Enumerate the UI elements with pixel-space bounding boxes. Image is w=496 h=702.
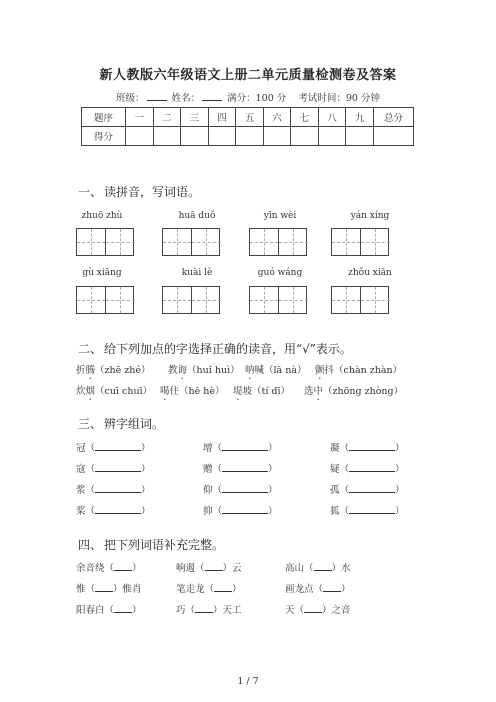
score-cell[interactable] [236, 127, 264, 146]
pinyin-label: zhǒu xiān [348, 268, 392, 278]
score-cell[interactable] [291, 127, 319, 146]
writing-grid[interactable] [162, 286, 220, 314]
header-cell: 三 [181, 108, 209, 127]
header-cell: 四 [208, 108, 236, 127]
class-blank[interactable] [147, 92, 167, 101]
idiom-item[interactable]: 巧（ ）天工 [176, 605, 242, 616]
section4-number: 四、 [78, 538, 103, 552]
header-cell: 一 [126, 108, 154, 127]
word-group-item[interactable]: 狐（ ） [330, 506, 405, 517]
writing-grid[interactable] [249, 228, 307, 256]
word-group-item[interactable]: 赠（ ） [203, 464, 278, 475]
reading-item[interactable]: 选中（zhōng zhòng） [304, 386, 404, 397]
header-cell: 五 [236, 108, 264, 127]
dotted-character: 中 [313, 386, 324, 397]
writing-grid[interactable] [76, 286, 134, 314]
writing-grid[interactable] [249, 286, 307, 314]
section2-text: 给下列加点的字选择正确的读音，用“√”表示。 [104, 342, 352, 356]
section3-number: 三、 [78, 417, 103, 431]
dotted-character: 颤 [315, 365, 325, 376]
score-cell[interactable] [374, 127, 414, 146]
exam-info [0, 90, 496, 104]
dotted-character: 呐 [245, 365, 255, 376]
writing-grid[interactable] [76, 228, 134, 256]
writing-grid[interactable] [331, 286, 389, 314]
word-group-item[interactable]: 疑（ ） [330, 464, 405, 475]
name-label: 姓名： [171, 93, 201, 104]
section4-text: 把下列词语补充完整。 [104, 538, 225, 552]
idiom-item[interactable]: 天（ ）之音 [285, 605, 351, 616]
header-cell: 九 [346, 108, 374, 127]
header-cell: 七 [291, 108, 319, 127]
pinyin-label: huā duǒ [178, 211, 216, 221]
reading-item[interactable]: 喝住（hē hè） [160, 386, 225, 397]
score-cell[interactable] [346, 127, 374, 146]
word-group-item[interactable]: 冠（ ） [76, 443, 151, 454]
score-cell[interactable] [318, 127, 346, 146]
writing-grid[interactable] [162, 228, 220, 256]
pinyin-label: gù xiāng [82, 268, 122, 278]
dotted-character: 喝 [160, 386, 170, 397]
word-group-item[interactable]: 增（ ） [203, 443, 278, 454]
word-group-item[interactable]: 孤（ ） [330, 485, 405, 496]
header-cell: 总分 [374, 108, 414, 127]
score-table-score-row [82, 127, 414, 146]
section2-number: 二、 [78, 342, 103, 356]
word-group-item[interactable]: 浆（ ） [76, 485, 151, 496]
row-label-cell: 得分 [82, 127, 126, 146]
header-cell: 八 [318, 108, 346, 127]
section1-number: 一、 [78, 185, 103, 199]
word-group-item[interactable]: 抑（ ） [203, 506, 278, 517]
score-label: 满分：100 分 [227, 93, 287, 104]
word-group-item[interactable]: 寇（ ） [76, 464, 151, 475]
idiom-item[interactable]: 惟（ ）惟肖 [76, 584, 142, 595]
score-cell[interactable] [181, 127, 209, 146]
pinyin-label: guó wáng [257, 268, 303, 278]
idiom-item[interactable]: 笔走龙（ ） [176, 584, 242, 595]
class-label: 班级： [116, 93, 145, 104]
section4-heading [78, 536, 224, 553]
pinyin-label: yán xíng [350, 211, 390, 221]
score-cell[interactable] [153, 127, 181, 146]
reading-item[interactable]: 呐喊（lā nà） [245, 365, 307, 376]
writing-grid[interactable] [331, 228, 389, 256]
page-title: 新人教版六年级语文上册二单元质量检测卷及答案 [99, 68, 397, 83]
idiom-item[interactable]: 高山（ ）水 [285, 563, 351, 574]
pinyin-label: kuài lè [181, 268, 213, 278]
idiom-item[interactable]: 响遏（ ）云 [176, 563, 242, 574]
reading-item[interactable]: 炊烟（cuī chuī） [76, 386, 153, 397]
reading-item[interactable]: 堤坡（tí dī） [233, 386, 291, 397]
section2-heading [78, 340, 352, 357]
page-number: 1 / 7 [237, 676, 259, 687]
score-cell[interactable] [208, 127, 236, 146]
dotted-character: 诲 [177, 365, 188, 376]
name-blank[interactable] [202, 92, 222, 101]
reading-item[interactable]: 折腾（zhē zhé） [76, 365, 151, 376]
reading-item[interactable]: 教诲（huǐ huì） [168, 365, 240, 376]
section1-heading [78, 183, 200, 200]
word-group-item[interactable]: 仰（ ） [203, 485, 278, 496]
idiom-item[interactable]: 余音绕（ ） [76, 563, 142, 574]
dotted-character: 腾 [85, 365, 96, 376]
header-cell: 二 [153, 108, 181, 127]
dotted-character: 烟 [85, 386, 96, 397]
idiom-item[interactable]: 阳春白（ ） [76, 605, 142, 616]
time-label: 考试时间：90 分钟 [298, 93, 380, 104]
section3-heading [78, 415, 164, 432]
word-group-item[interactable]: 凝（ ） [330, 443, 405, 454]
section3-text: 辨字组词。 [104, 417, 165, 431]
word-group-item[interactable]: 桨（ ） [76, 506, 151, 517]
idiom-item[interactable]: 画龙点（ ） [285, 584, 351, 595]
score-cell[interactable] [126, 127, 154, 146]
pinyin-label: zhuō zhù [81, 211, 123, 221]
dotted-character: 堤 [233, 386, 243, 397]
reading-item[interactable]: 颤抖（chàn zhàn） [315, 365, 403, 376]
header-cell: 题序 [82, 108, 126, 127]
score-table [81, 107, 414, 146]
header-cell: 六 [263, 108, 291, 127]
pinyin-label: yīn wèi [263, 211, 297, 221]
score-cell[interactable] [263, 127, 291, 146]
section1-text: 读拼音，写词语。 [104, 185, 201, 199]
score-table-header-row [82, 108, 414, 127]
